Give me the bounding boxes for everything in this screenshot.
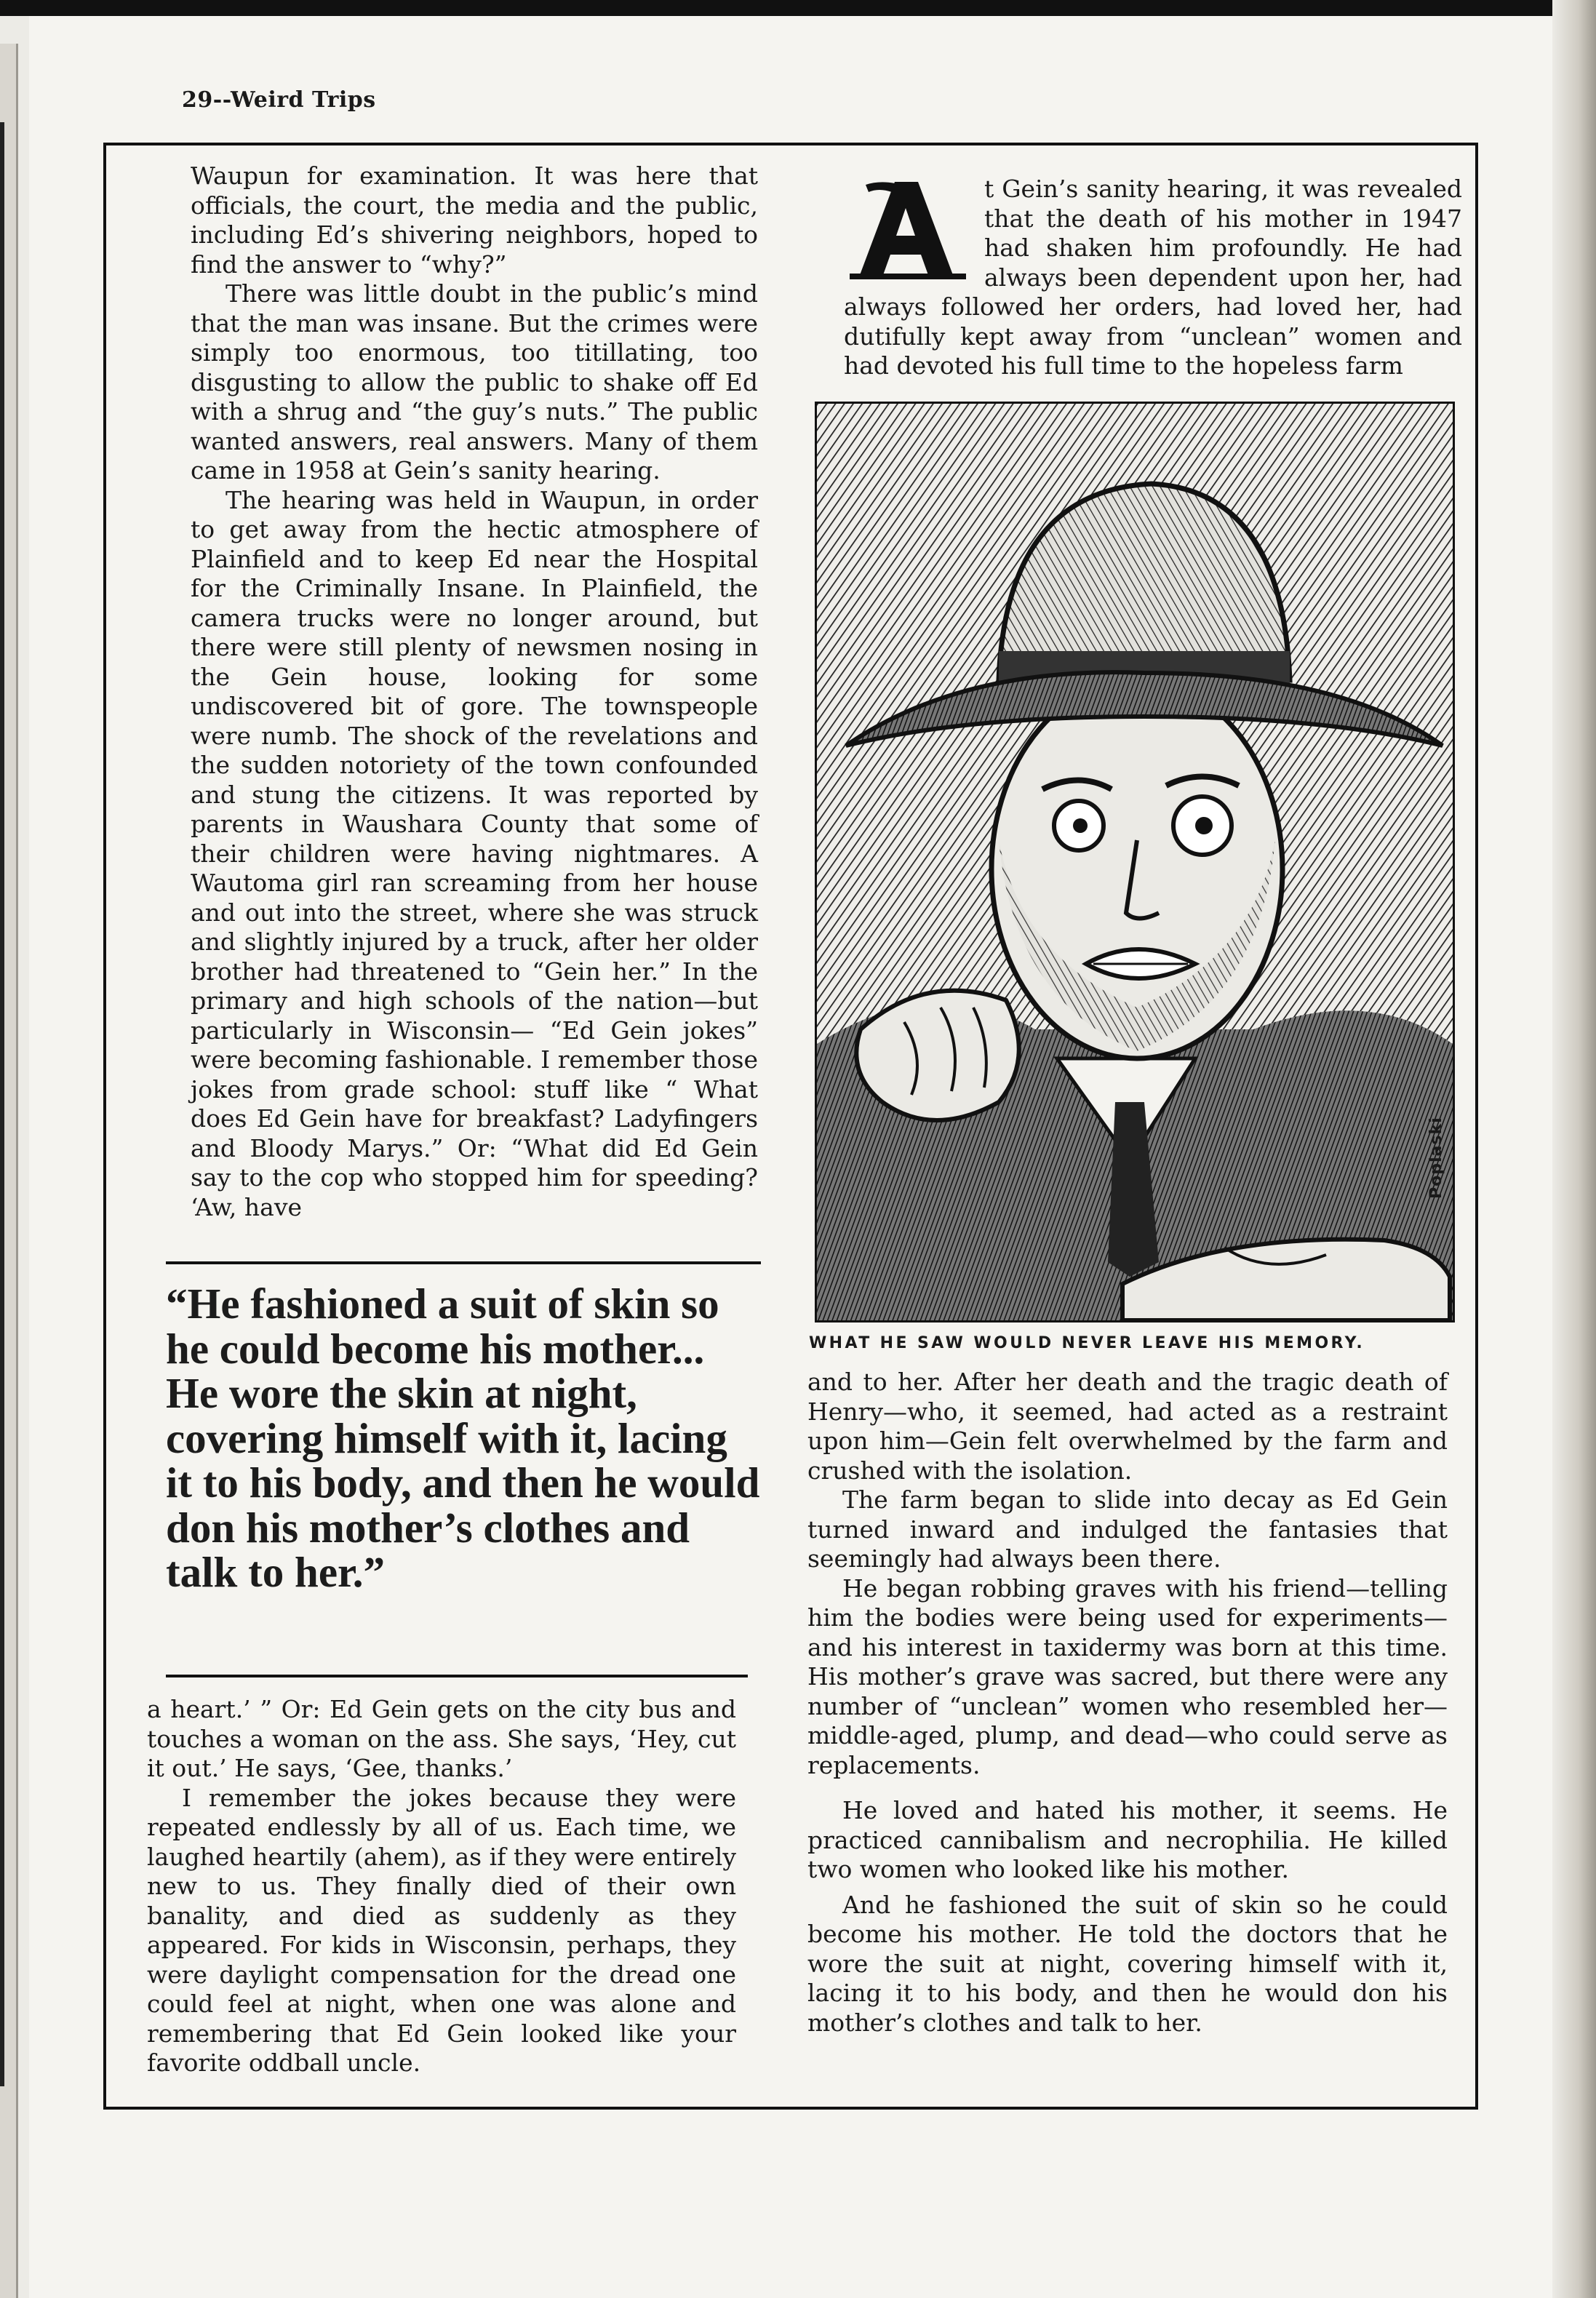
paragraph: The farm began to slide into decay as Ed Gein turned inward and indulged the fantasies that seemingly had always been there.	[807, 1485, 1448, 1573]
face	[991, 680, 1282, 1058]
paragraph: and to her. After her death and the tragic death of Henry—who, it seemed, had acted as a restraint upon him—Gein felt overwhelmed by the farm and crushed with the isolation.	[807, 1368, 1448, 1485]
paragraph: He began robbing graves with his friend—telling him the bodies were being used for experiments—and his interest in taxidermy was born at this time. His mother’s grave was sacred, but there were any number of “unclean” women who resembled her—middle-aged, plump, and dead—who could serve as replacements.	[807, 1573, 1448, 1779]
pull-quote-bottom-rule	[166, 1675, 748, 1677]
drop-cap-letter: A	[906, 244, 908, 245]
illustration-frightened-man	[815, 402, 1455, 1322]
previous-page-rule	[0, 122, 4, 2086]
paragraph: t Gein’s sanity hearing, it was revealed that the death of his mother in 1947 had shaken him profoundly. He had always been dependent upon her, had always followed her orders, had loved her, had dutifully kept away from “unclean” women and had devoted his full time to the hopeless farm	[844, 175, 1462, 380]
pull-quote-top-rule	[166, 1261, 761, 1264]
right-column-bottom	[807, 1368, 1448, 2110]
left-column-bottom	[147, 1695, 736, 2077]
pull-quote: “He fashioned a suit of skin so he could become his mother... He wore the skin at night, covering himself with it, lacing it to his body, and then he would don his mother’s clothes and talk to her.”	[166, 1280, 760, 1596]
right-column-top	[844, 175, 1462, 407]
paragraph: And he fashioned the suit of skin so he could become his mother. He told the doctors that he wore the suit at night, covering himself with it, lacing it to his body, and then he would don his mother’s clothes and talk to her.	[807, 1890, 1448, 2037]
page-spine-shadow	[1552, 0, 1596, 2298]
paragraph: a heart.’ ” Or: Ed Gein gets on the city bus and touches a woman on the ass. She says, ‘Hey, cut it out.’ He says, ‘Gee, thanks.’	[147, 1695, 736, 1782]
left-column-top	[191, 161, 758, 1231]
illustration-caption: WHAT HE SAW WOULD NEVER LEAVE HIS MEMORY.	[809, 1334, 1365, 1352]
paragraph: Waupun for examination. It was here that officials, the court, the media and the public, including Ed’s shivering neighbors, hoped to find the answer to “why?”	[191, 161, 758, 279]
scan-top-edge	[0, 0, 1596, 16]
page-folio: 29--Weird Trips	[182, 87, 376, 113]
drop-cap	[844, 179, 971, 281]
artist-credit: Poplaski	[1427, 1117, 1445, 1199]
paragraph: I remember the jokes because they were repeated endlessly by all of us. Each time, we laughed heartily (ahem), as if they were entirely new to us. They finally died of their own banality, and died as suddenly as they appeared. For kids in Wisconsin, perhaps, they were daylight compensation for the dread one could feel at night, when one was alone and remembering that Ed Gein looked like your favorite oddball uncle.	[147, 1783, 736, 2077]
paragraph: The hearing was held in Waupun, in order to get away from the hectic atmosphere of Plainfield and to keep Ed near the Hospital for the Criminally Insane. In Plainfield, the camera trucks were no longer around, but there were still plenty of newsmen nosing in the Gein house, looking for some undiscovered bit of gore. The townspeople were numb. The shock of the revelations and the sudden notoriety of the town confounded and stung the citizens. It was reported by parents in Waushara County that some of their children were having nightmares. A Wautoma girl ran screaming from her house and out into the street, where she was struck and slightly injured by a truck, after her older brother had threatened to “Gein her.” In the primary and high schools of the nation—but particularly in Wisconsin— “Ed Gein jokes” were becoming fashionable. I remember those jokes from grade school: stuff like “ What does Ed Gein have for breakfast? Ladyfingers and Bloody Marys.” Or: “What did Ed Gein say to the cop who stopped him for speeding? ‘Aw, have	[191, 485, 758, 1221]
paragraph: He loved and hated his mother, it seems. He practiced cannibalism and necrophilia. He killed two women who looked like his mother.	[807, 1796, 1448, 1883]
paragraph: There was little doubt in the public’s mind that the man was insane. But the crimes were simply too enormous, too titillating, too disgusting to allow the public to shake off Ed with a shrug and “the guy’s nuts.” The public wanted answers, real answers. Many of them came in 1958 at Gein’s sanity hearing.	[191, 279, 758, 484]
